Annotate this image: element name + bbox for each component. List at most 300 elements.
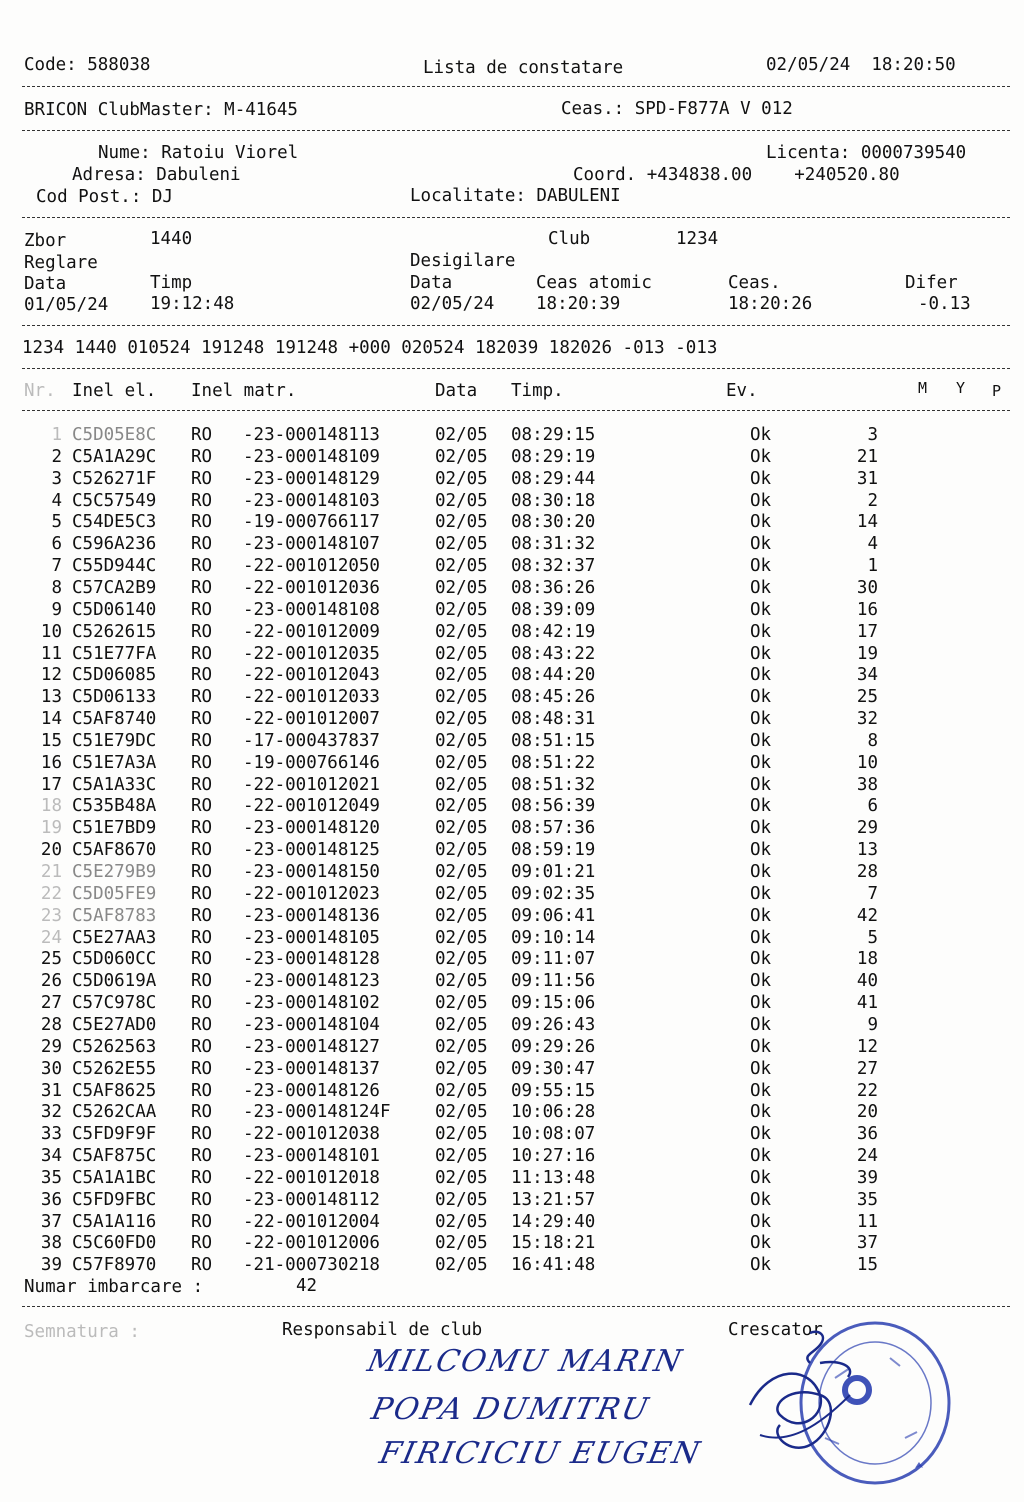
row-electronic-ring: C5A1A33C	[72, 774, 157, 795]
row-date: 02/05	[435, 1255, 488, 1276]
row-order: 36	[856, 1124, 878, 1145]
table-row	[0, 446, 1024, 468]
row-date: 02/05	[435, 1080, 488, 1101]
row-event: Ok	[750, 425, 772, 445]
row-country-code: RO	[191, 665, 213, 686]
row-date: 02/05	[435, 730, 488, 751]
club-number: 1234	[676, 229, 719, 249]
row-time: 09:11:56	[511, 971, 596, 992]
row-country-code: RO	[191, 687, 213, 708]
row-event: Ok	[750, 1102, 772, 1123]
col-header-inel-el: Inel el.	[72, 381, 157, 401]
row-date: 02/05	[435, 1167, 488, 1188]
row-date: 02/05	[435, 1124, 488, 1145]
row-ring-number: -23-000148103	[243, 490, 380, 511]
owner-address: Adresa: Dabuleni	[72, 165, 241, 185]
row-electronic-ring: C55D944C	[72, 556, 157, 577]
row-date: 02/05	[435, 905, 488, 926]
row-number: 34	[40, 1146, 62, 1167]
row-event: Ok	[750, 840, 772, 861]
atomic-clock-label: Ceas atomic	[536, 273, 652, 293]
row-time: 08:51:15	[511, 730, 596, 751]
row-date: 02/05	[435, 468, 488, 489]
row-time: 08:45:26	[511, 687, 596, 708]
setup-label: Reglare	[24, 253, 98, 273]
row-time: 09:11:07	[511, 949, 596, 970]
row-event: Ok	[750, 534, 772, 555]
row-date: 02/05	[435, 993, 488, 1014]
row-order: 3	[867, 425, 878, 445]
summary-line: 1234 1440 010524 191248 191248 +000 020524 182039 182026 -013 -013	[22, 338, 718, 358]
row-country-code: RO	[191, 949, 213, 970]
row-number: 14	[40, 709, 62, 730]
row-time: 10:27:16	[511, 1146, 596, 1167]
row-country-code: RO	[191, 1167, 213, 1188]
row-order: 30	[856, 577, 878, 598]
row-time: 08:43:22	[511, 643, 596, 664]
row-electronic-ring: C526271F	[72, 468, 157, 489]
row-ring-number: -23-000148126	[243, 1080, 380, 1101]
row-time: 08:44:20	[511, 665, 596, 686]
row-time: 11:13:48	[511, 1167, 596, 1188]
row-country-code: RO	[191, 1233, 213, 1254]
row-country-code: RO	[191, 577, 213, 598]
row-time: 08:29:15	[511, 425, 596, 445]
row-number: 30	[40, 1058, 62, 1079]
row-ring-number: -23-000148137	[243, 1058, 380, 1079]
table-row	[0, 795, 1024, 817]
row-event: Ok	[750, 556, 772, 577]
row-event: Ok	[750, 1036, 772, 1057]
table-row	[0, 643, 1024, 665]
row-ring-number: -22-001012049	[243, 796, 380, 817]
row-number: 16	[40, 752, 62, 773]
row-order: 37	[856, 1233, 878, 1254]
row-date: 02/05	[435, 840, 488, 861]
col-header-inel-matr: Inel matr.	[191, 381, 297, 401]
table-row	[0, 1036, 1024, 1058]
row-event: Ok	[750, 971, 772, 992]
row-number: 15	[40, 730, 62, 751]
row-order: 8	[867, 730, 878, 751]
row-time: 08:57:36	[511, 818, 596, 839]
row-event: Ok	[750, 599, 772, 620]
row-order: 35	[856, 1189, 878, 1210]
unseal-date-label: Data	[410, 273, 453, 293]
table-row	[0, 861, 1024, 883]
row-date: 02/05	[435, 446, 488, 467]
row-order: 32	[856, 709, 878, 730]
row-date: 02/05	[435, 534, 488, 555]
row-number: 27	[40, 993, 62, 1014]
row-number: 12	[40, 665, 62, 686]
table-row	[0, 468, 1024, 490]
col-header-timp: Timp.	[511, 381, 564, 401]
difference-label: Difer	[905, 273, 958, 293]
row-number: 20	[40, 840, 62, 861]
row-country-code: RO	[191, 862, 213, 882]
row-order: 2	[867, 490, 878, 511]
row-order: 1	[867, 556, 878, 577]
row-electronic-ring: C5E27AD0	[72, 1014, 157, 1035]
row-electronic-ring: C5262563	[72, 1036, 157, 1057]
row-electronic-ring: C5D060CC	[72, 949, 157, 970]
table-row	[0, 992, 1024, 1014]
row-time: 08:51:32	[511, 774, 596, 795]
row-electronic-ring: C5AF8625	[72, 1080, 157, 1101]
row-country-code: RO	[191, 730, 213, 751]
row-order: 21	[856, 446, 878, 467]
row-number: 24	[40, 927, 62, 948]
flight-label: Zbor	[24, 231, 67, 251]
row-ring-number: -22-001012043	[243, 665, 380, 686]
row-order: 9	[867, 1014, 878, 1035]
row-ring-number: -23-000148108	[243, 599, 380, 620]
row-order: 4	[867, 534, 878, 555]
row-time: 09:30:47	[511, 1058, 596, 1079]
row-time: 10:06:28	[511, 1102, 596, 1123]
row-order: 5	[867, 927, 878, 948]
row-event: Ok	[750, 1014, 772, 1035]
row-time: 09:26:43	[511, 1014, 596, 1035]
unseal-date: 02/05/24	[410, 294, 495, 314]
row-time: 08:42:19	[511, 621, 596, 642]
table-row	[0, 577, 1024, 599]
row-electronic-ring: C51E77FA	[72, 643, 157, 664]
row-electronic-ring: C5262CAA	[72, 1102, 157, 1123]
row-ring-number: -19-000766146	[243, 752, 380, 773]
row-date: 02/05	[435, 556, 488, 577]
table-row	[0, 927, 1024, 949]
row-time: 08:32:37	[511, 556, 596, 577]
row-ring-number: -22-001012018	[243, 1167, 380, 1188]
row-date: 02/05	[435, 709, 488, 730]
row-time: 08:51:22	[511, 752, 596, 773]
row-ring-number: -22-001012033	[243, 687, 380, 708]
row-country-code: RO	[191, 927, 213, 948]
row-electronic-ring: C5FD9FBC	[72, 1189, 157, 1210]
row-order: 25	[856, 687, 878, 708]
row-country-code: RO	[191, 1014, 213, 1035]
row-event: Ok	[750, 1124, 772, 1145]
row-event: Ok	[750, 1167, 772, 1188]
row-country-code: RO	[191, 709, 213, 730]
row-electronic-ring: C5A1A1BC	[72, 1167, 157, 1188]
flight-number: 1440	[150, 229, 193, 249]
row-electronic-ring: C5D06085	[72, 665, 157, 686]
row-event: Ok	[750, 883, 772, 904]
row-order: 38	[856, 774, 878, 795]
row-event: Ok	[750, 621, 772, 642]
table-row	[0, 599, 1024, 621]
row-date: 02/05	[435, 425, 488, 445]
table-row	[0, 511, 1024, 533]
row-date: 02/05	[435, 665, 488, 686]
row-electronic-ring: C5FD9F9F	[72, 1124, 157, 1145]
row-electronic-ring: C5D06140	[72, 599, 157, 620]
row-number: 36	[40, 1189, 62, 1210]
row-electronic-ring: C5C60FD0	[72, 1233, 157, 1254]
row-event: Ok	[750, 1255, 772, 1276]
clock-label: Ceas.	[728, 273, 781, 293]
row-electronic-ring: C5A1A29C	[72, 446, 157, 467]
row-time: 08:36:26	[511, 577, 596, 598]
print-datetime: 02/05/24 18:20:50	[766, 55, 956, 75]
table-row	[0, 883, 1024, 905]
row-country-code: RO	[191, 1255, 213, 1276]
row-number: 9	[51, 599, 62, 620]
row-order: 6	[867, 796, 878, 817]
row-date: 02/05	[435, 774, 488, 795]
row-number: 8	[51, 577, 62, 598]
divider	[22, 217, 1010, 218]
row-time: 16:41:48	[511, 1255, 596, 1276]
row-number: 3	[51, 468, 62, 489]
row-date: 02/05	[435, 1189, 488, 1210]
row-order: 13	[856, 840, 878, 861]
row-country-code: RO	[191, 512, 213, 533]
row-country-code: RO	[191, 796, 213, 817]
row-event: Ok	[750, 1058, 772, 1079]
table-row	[0, 533, 1024, 555]
handwritten-name-2: POPA DUMITRU	[368, 1392, 653, 1427]
row-number: 29	[40, 1036, 62, 1057]
table-row	[0, 490, 1024, 512]
row-order: 27	[856, 1058, 878, 1079]
row-time: 08:48:31	[511, 709, 596, 730]
row-date: 02/05	[435, 512, 488, 533]
row-event: Ok	[750, 687, 772, 708]
row-ring-number: -23-000148104	[243, 1014, 380, 1035]
row-ring-number: -23-000148123	[243, 971, 380, 992]
document-title: Lista de constatare	[423, 58, 624, 78]
handwritten-name-1: MILCOMU MARIN	[364, 1344, 687, 1379]
row-event: Ok	[750, 490, 772, 511]
row-time: 09:06:41	[511, 905, 596, 926]
row-country-code: RO	[191, 1036, 213, 1057]
row-order: 15	[856, 1255, 878, 1276]
row-time: 08:30:18	[511, 490, 596, 511]
club-responsible-label: Responsabil de club	[282, 1320, 483, 1340]
row-ring-number: -22-001012021	[243, 774, 380, 795]
row-ring-number: -22-001012004	[243, 1211, 380, 1232]
row-country-code: RO	[191, 446, 213, 467]
row-ring-number: -23-000148107	[243, 534, 380, 555]
divider	[22, 130, 1010, 131]
table-row	[0, 839, 1024, 861]
divider	[22, 1306, 1010, 1307]
row-country-code: RO	[191, 905, 213, 926]
row-number: 10	[40, 621, 62, 642]
row-event: Ok	[750, 1146, 772, 1167]
row-order: 16	[856, 599, 878, 620]
row-date: 02/05	[435, 949, 488, 970]
row-date: 02/05	[435, 971, 488, 992]
row-time: 15:18:21	[511, 1233, 596, 1254]
row-electronic-ring: C51E7BD9	[72, 818, 157, 839]
row-country-code: RO	[191, 490, 213, 511]
club-label: Club	[548, 229, 591, 249]
row-ring-number: -23-000148101	[243, 1146, 380, 1167]
row-date: 02/05	[435, 1058, 488, 1079]
row-country-code: RO	[191, 556, 213, 577]
row-country-code: RO	[191, 818, 213, 839]
row-electronic-ring: C5262E55	[72, 1058, 157, 1079]
row-event: Ok	[750, 1189, 772, 1210]
clock-difference: -0.13	[918, 294, 971, 314]
row-date: 02/05	[435, 1211, 488, 1232]
row-ring-number: -23-000148112	[243, 1189, 380, 1210]
row-country-code: RO	[191, 1189, 213, 1210]
row-date: 02/05	[435, 1014, 488, 1035]
col-header-ev: Ev.	[726, 381, 758, 401]
row-order: 20	[856, 1102, 878, 1123]
row-event: Ok	[750, 730, 772, 751]
row-electronic-ring: C57C978C	[72, 993, 157, 1014]
row-electronic-ring: C5AF875C	[72, 1146, 157, 1167]
divider	[22, 325, 1010, 326]
row-time: 09:29:26	[511, 1036, 596, 1057]
row-ring-number: -23-000148102	[243, 993, 380, 1014]
row-country-code: RO	[191, 468, 213, 489]
divider	[22, 368, 1010, 369]
row-order: 29	[856, 818, 878, 839]
row-time: 08:39:09	[511, 599, 596, 620]
row-number: 19	[40, 818, 62, 839]
row-time: 08:56:39	[511, 796, 596, 817]
owner-coordinates: Coord. +434838.00 +240520.80	[573, 165, 900, 185]
row-ring-number: -23-000148136	[243, 905, 380, 926]
row-electronic-ring: C5A1A116	[72, 1211, 157, 1232]
row-ring-number: -17-000437837	[243, 730, 380, 751]
row-time: 09:10:14	[511, 927, 596, 948]
row-country-code: RO	[191, 883, 213, 904]
table-row	[0, 1254, 1024, 1276]
row-electronic-ring: C57F8970	[72, 1255, 157, 1276]
table-row	[0, 1167, 1024, 1189]
code-label: Code: 588038	[24, 55, 151, 75]
row-order: 18	[856, 949, 878, 970]
table-row	[0, 664, 1024, 686]
row-time: 09:01:21	[511, 862, 596, 882]
row-country-code: RO	[191, 1124, 213, 1145]
table-row	[0, 817, 1024, 839]
table-row	[0, 1189, 1024, 1211]
row-number: 32	[40, 1102, 62, 1123]
row-order: 28	[856, 862, 878, 882]
row-number: 21	[40, 862, 62, 882]
row-electronic-ring: C5D05E8C	[72, 425, 157, 445]
col-header-m: M	[918, 379, 928, 397]
row-ring-number: -22-001012050	[243, 556, 380, 577]
row-electronic-ring: C5E27AA3	[72, 927, 157, 948]
table-row	[0, 686, 1024, 708]
table-row	[0, 1014, 1024, 1036]
row-event: Ok	[750, 818, 772, 839]
unseal-label: Desigilare	[410, 251, 516, 271]
row-country-code: RO	[191, 993, 213, 1014]
row-event: Ok	[750, 1233, 772, 1254]
row-number: 17	[40, 774, 62, 795]
clubmaster-id: BRICON ClubMaster: M-41645	[24, 100, 298, 120]
row-time: 08:29:19	[511, 446, 596, 467]
row-order: 17	[856, 621, 878, 642]
row-number: 2	[51, 446, 62, 467]
col-header-nr: Nr.	[24, 381, 56, 401]
row-order: 40	[856, 971, 878, 992]
row-country-code: RO	[191, 840, 213, 861]
row-number: 18	[40, 796, 62, 817]
setup-time-label: Timp	[150, 273, 193, 293]
row-country-code: RO	[191, 1211, 213, 1232]
row-order: 39	[856, 1167, 878, 1188]
row-number: 28	[40, 1014, 62, 1035]
row-electronic-ring: C535B48A	[72, 796, 157, 817]
divider	[22, 410, 1010, 411]
table-row	[0, 1123, 1024, 1145]
row-date: 02/05	[435, 1102, 488, 1123]
col-header-p: P	[992, 382, 1002, 400]
row-ring-number: -23-000148124F	[243, 1102, 391, 1123]
row-electronic-ring: C5AF8740	[72, 709, 157, 730]
row-ring-number: -23-000148113	[243, 425, 380, 445]
row-date: 02/05	[435, 796, 488, 817]
table-row	[0, 424, 1024, 446]
row-number: 6	[51, 534, 62, 555]
atomic-clock-time: 18:20:39	[536, 294, 621, 314]
row-ring-number: -21-000730218	[243, 1255, 380, 1276]
row-electronic-ring: C5D05FE9	[72, 883, 157, 904]
boarded-count: 42	[296, 1276, 318, 1296]
row-event: Ok	[750, 752, 772, 773]
table-row	[0, 1145, 1024, 1167]
row-electronic-ring: C54DE5C3	[72, 512, 157, 533]
row-date: 02/05	[435, 490, 488, 511]
row-time: 13:21:57	[511, 1189, 596, 1210]
row-number: 4	[51, 490, 62, 511]
row-order: 12	[856, 1036, 878, 1057]
row-event: Ok	[750, 1211, 772, 1232]
row-time: 10:08:07	[511, 1124, 596, 1145]
row-date: 02/05	[435, 643, 488, 664]
row-date: 02/05	[435, 621, 488, 642]
row-number: 35	[40, 1167, 62, 1188]
row-time: 09:15:06	[511, 993, 596, 1014]
row-ring-number: -23-000148109	[243, 446, 380, 467]
locality: Localitate: DABULENI	[410, 186, 621, 206]
row-date: 02/05	[435, 818, 488, 839]
breeder-signature-icon	[740, 1325, 880, 1455]
handwritten-name-3: FIRICICIU EUGEN	[376, 1436, 705, 1471]
row-ring-number: -23-000148125	[243, 840, 380, 861]
row-electronic-ring: C5C57549	[72, 490, 157, 511]
row-number: 25	[40, 949, 62, 970]
row-electronic-ring: C5262615	[72, 621, 157, 642]
row-event: Ok	[750, 512, 772, 533]
row-time: 08:29:44	[511, 468, 596, 489]
table-row	[0, 1101, 1024, 1123]
row-ring-number: -22-001012009	[243, 621, 380, 642]
clock-time: 18:20:26	[728, 294, 813, 314]
boarded-count-label: Numar imbarcare :	[24, 1277, 204, 1297]
table-row	[0, 1058, 1024, 1080]
row-order: 14	[856, 512, 878, 533]
row-electronic-ring: C51E79DC	[72, 730, 157, 751]
row-order: 10	[856, 752, 878, 773]
row-event: Ok	[750, 774, 772, 795]
row-number: 33	[40, 1124, 62, 1145]
row-time: 14:29:40	[511, 1211, 596, 1232]
